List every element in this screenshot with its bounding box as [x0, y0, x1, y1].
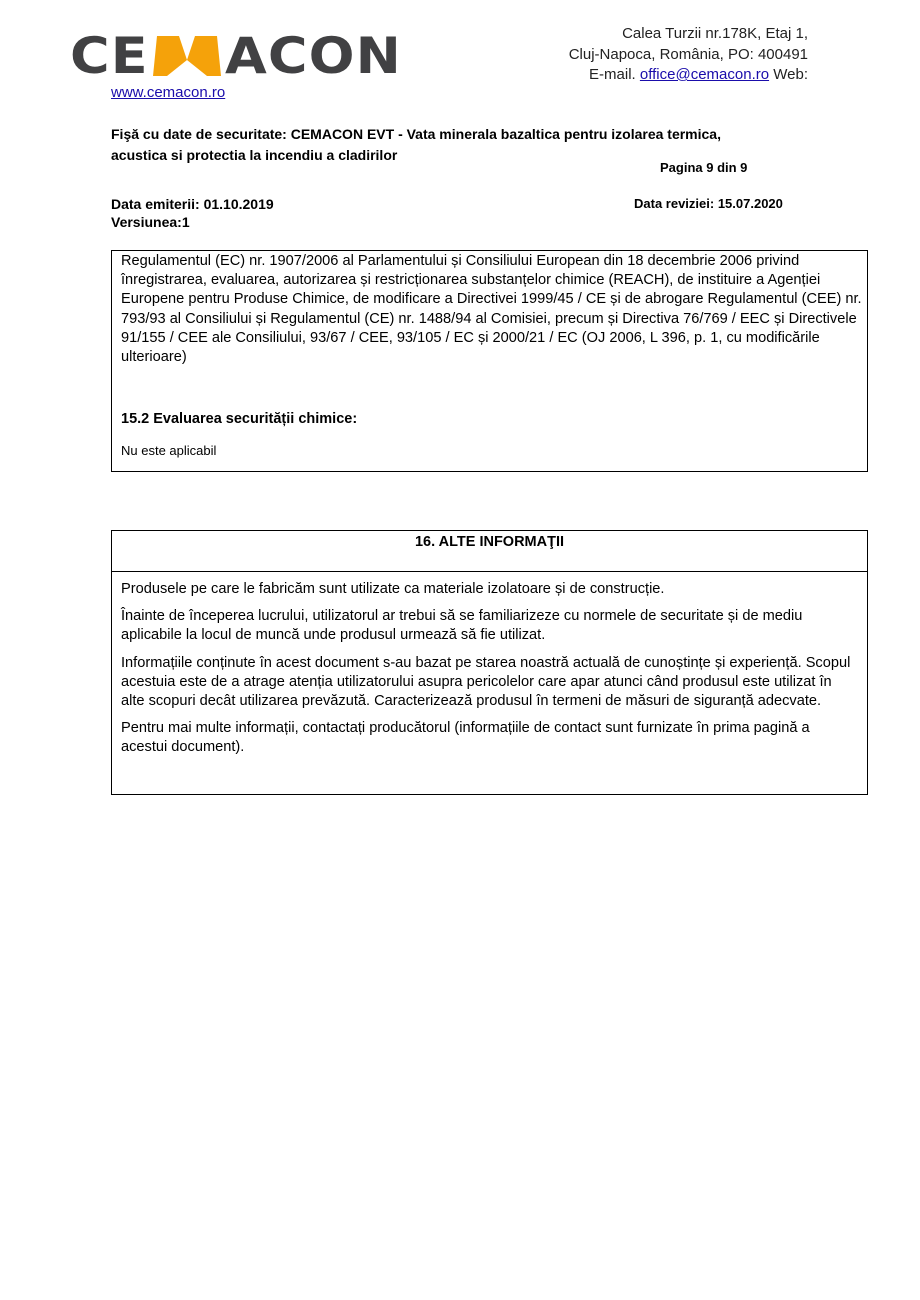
- paragraph: Produsele pe care le fabricăm sunt utilizate ca materiale izolatoare și de construcție.: [121, 581, 665, 597]
- regulation-text: Regulamentul (EC) nr. 1907/2006 al Parlamentului și Consiliului European din 18 decembrie 2006 privind înregistrarea, evaluarea, autorizarea și restricționarea substanțelor chimice (REACH), de instituire a Agenției Europene pentru Produse Chimice, de modificare a Directivei 1999/45 / CE și de abrogare Regulamentul (CEE) nr. 793/93 al Consiliului și Regulamentul (CE) nr. 1488/94 al Comisiei, precum și Directiva 76/769 / EEC și Directivele 91/155 / CEE ale Consiliului, 93/67 / CEE, 93/105 / EC și 2000/21 / EC (OJ 2006, L 396, p. 1, cu modificările ulterioare): [121, 253, 862, 366]
- email-link[interactable]: office@cemacon.ro: [639, 66, 770, 83]
- contact-line: E-mail. office@cemacon.ro Web:: [589, 66, 808, 83]
- paragraph: Pentru mai multe informații, contactați producătorul (informațiile de contact sunt furnizate în prima pagină a acestui document).: [121, 720, 810, 756]
- cemacon-logo: CE ACON: [70, 27, 402, 85]
- section-15-2-heading: 15.2 Evaluarea securității chimice:: [121, 411, 358, 427]
- issue-info: [111, 195, 274, 231]
- version: Versiunea:1: [111, 214, 190, 230]
- revision-date: Data reviziei: 15.07.2020: [634, 196, 783, 211]
- section-15-2-value: Nu este aplicabil: [121, 443, 217, 458]
- paragraph: Informațiile conținute în acest document s-au bazat pe starea noastră actuală de cunoștințe și experiență. Scopul acestuia este de a atrage atenția utilizatorului asupra pericolelor care apar atunci când produsul este utilizat în alte scopuri decât utilizarea prevăzută. Caracterizează produsul în termeni de măsuri de siguranță adecvate.: [121, 654, 851, 710]
- paragraph: Înainte de începerea lucrului, utilizatorul ar trebui să se familiarizeze cu normele de securitate și de mediu aplicabile la locul de muncă unde produsul urmează să fie utilizat.: [121, 608, 803, 644]
- section-16-heading: 16. ALTE INFORMAŢII: [112, 531, 867, 572]
- issue-date: Data emiterii: 01.10.2019: [111, 196, 274, 212]
- website-link[interactable]: www.cemacon.ro: [111, 84, 226, 101]
- logo-orange-mark-icon: [153, 34, 221, 78]
- address-line: Calea Turzii nr.178K, Etaj 1,: [622, 25, 808, 42]
- address-line: Cluj-Napoca, România, PO: 400491: [568, 45, 808, 63]
- company-address: [569, 24, 808, 86]
- page-number: Pagina 9 din 9: [660, 160, 748, 175]
- section-16-box: [111, 530, 868, 795]
- document-title: Fişă cu date de securitate: CEMACON EVT - Vata minerala bazaltica pentru izolarea termica, acustica si protectia la incendiu a cladirilor: [111, 126, 721, 163]
- section-15-box: [111, 250, 868, 472]
